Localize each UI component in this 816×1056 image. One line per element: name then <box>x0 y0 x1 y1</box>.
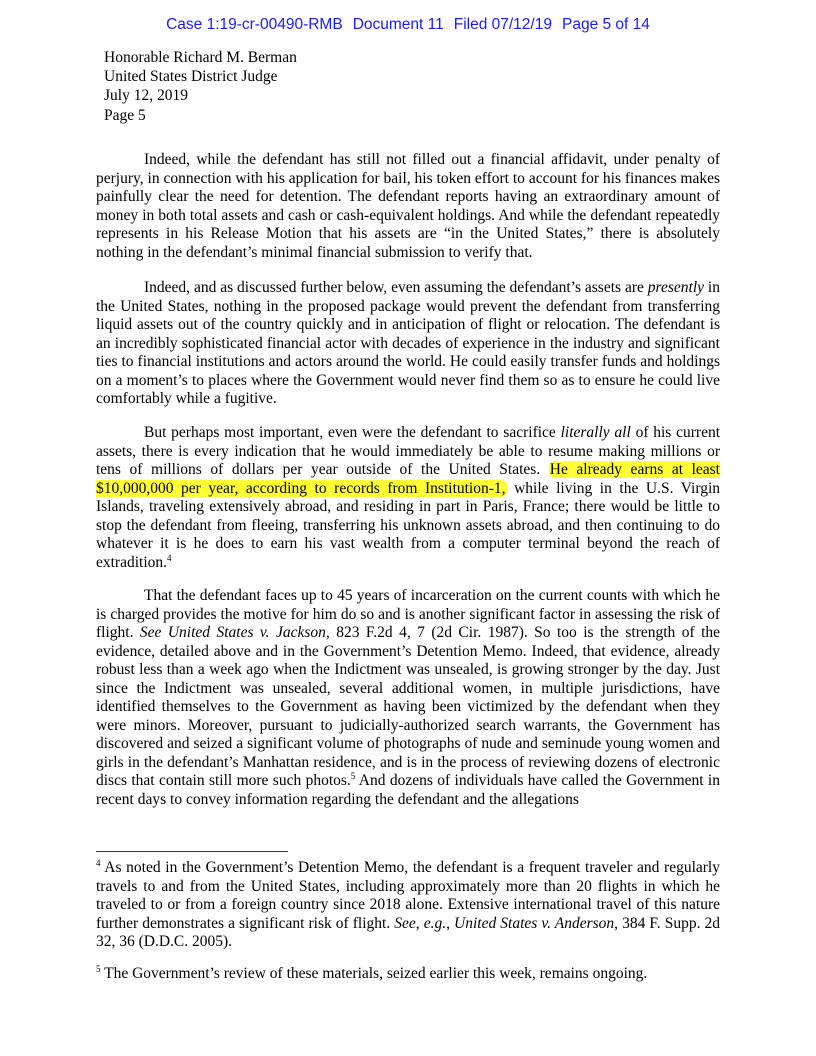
addressee-title: United States District Judge <box>104 68 278 86</box>
letter-date: July 12, 2019 <box>104 87 188 105</box>
footnote-5 <box>96 965 720 984</box>
filed-date: Filed 07/12/19 <box>453 16 552 33</box>
paragraph-text: Indeed, while the defendant has still not filled out a financial affidavit, under penalty of perjury, in connection with his application for bail, his token effort to account for his finances makes painfully clear the need for detention. The defendant reports having an extraordinary amount of money in both total assets and cash or cash-equivalent holdings. And while the defendant repeatedly represents in his Release Motion that his assets are “in the United States,” there is absolutely nothing in the defendant’s minimal financial submission to verify that. <box>96 151 720 261</box>
footnote-number: 4 <box>96 857 101 868</box>
signal-text: See <box>394 914 416 932</box>
letterhead <box>104 48 297 125</box>
paragraph-text: But perhaps most important, even were the defendant to sacrifice <box>144 424 561 441</box>
footnote-number: 5 <box>96 963 101 974</box>
highlighted-text: He already earns at least $10,000,000 per year, according to records from Institution-1, <box>96 461 720 497</box>
paragraph-text: That the defendant faces up to 45 years of incarceration on the current counts with which he is charged provides the motive for him do so and is another significant factor in assessing the risk of flight. <box>96 587 720 641</box>
paragraph-3 <box>96 424 720 572</box>
footnote-text: The Government’s review of these materials, seized earlier this week, remains ongoing. <box>100 965 648 982</box>
paragraph-text: And dozens of individuals have called the Government in recent days to convey information regarding the defendant and the allegations <box>96 772 720 808</box>
signal-text: e.g. <box>423 914 447 932</box>
punctuation: , <box>415 914 424 932</box>
paragraph-1 <box>96 151 720 262</box>
document-number: Document 11 <box>352 16 444 33</box>
letter-page: Page 5 <box>104 106 146 124</box>
case-citation: United States v. Anderson <box>454 914 615 932</box>
footnote-ref-4[interactable]: 4 <box>167 552 172 563</box>
emphasis-text: literally all <box>560 424 631 441</box>
paragraph-text: of his current assets, there is every indication that he would immediately be able to resume making millions or tens of millions of dollars per year outside of the United States. <box>96 424 721 478</box>
footnote-4 <box>96 859 720 952</box>
case-number: Case 1:19-cr-00490-RMB <box>166 16 343 33</box>
page-count: Page 5 of 14 <box>561 16 650 33</box>
case-citation: See United States v. Jackson <box>139 624 326 641</box>
paragraph-4 <box>96 587 720 809</box>
footnote-ref-5[interactable]: 5 <box>350 770 356 781</box>
paragraph-text: while living in the U.S. Virgin Islands, traveling extensively abroad, and residing in part in Paris, France; there would be little to stop the defendant from fleeing, transferring his unknown assets abroad, and then continuing to do whatever it is he does to earn his vast wealth from a computer terminal beyond the reach of extradition. <box>96 479 721 571</box>
footnote-separator <box>96 851 288 852</box>
footnote-text: , 384 F. Supp. 2d 32, 36 (D.D.C. 2005). <box>96 914 721 950</box>
emphasis-text: presently <box>647 279 705 296</box>
paragraph-text: , 823 F.2d 4, 7 (2d Cir. 1987). So too is the strength of the evidence, detailed above and in the Government’s Detention Memo. Indeed, that evidence, already robust less than a week ago when the Indictment was unsealed, is growing stronger by the day. Just since the Indictment was unsealed, several additional women, in multiple jurisdictions, have identified themselves to the Government as having been victimized by the defendant when they were minors. Moreover, pursuant to judicially-authorized search warrants, the Government has discovered and seized a significant volume of photographs of nude and seminude young women and girls in the defendant’s Manhattan residence, and is in the process of reviewing dozens of electronic discs that contain still more such photos. <box>96 624 721 789</box>
paragraph-2 <box>96 279 720 409</box>
footnote-text: As noted in the Government’s Detention Memo, the defendant is a frequent traveler and regularly travels to and from the United States, including approximately more than 20 flights in which he traveled to or from a foreign country since 2018 alone. Extensive international travel of this nature further demonstrates a significant risk of flight. <box>96 859 720 932</box>
addressee: Honorable Richard M. Berman <box>104 49 297 66</box>
punctuation: , <box>446 914 455 932</box>
ecf-filing-header <box>0 16 816 34</box>
paragraph-text: Indeed, and as discussed further below, even assuming the defendant’s assets are <box>144 279 648 296</box>
paragraph-text: in the United States, nothing in the proposed package would prevent the defendant from transferring liquid assets out of the country quickly and in anticipation of flight or relocation. The defendant is an incredibly sophisticated financial actor with decades of experience in the industry and significant ties to financial institutions and actors around the world. He could easily transfer funds and holdings on a moment’s to places where the Government would never find them so as to ensure he could live comfortably while a fugitive. <box>96 279 720 407</box>
